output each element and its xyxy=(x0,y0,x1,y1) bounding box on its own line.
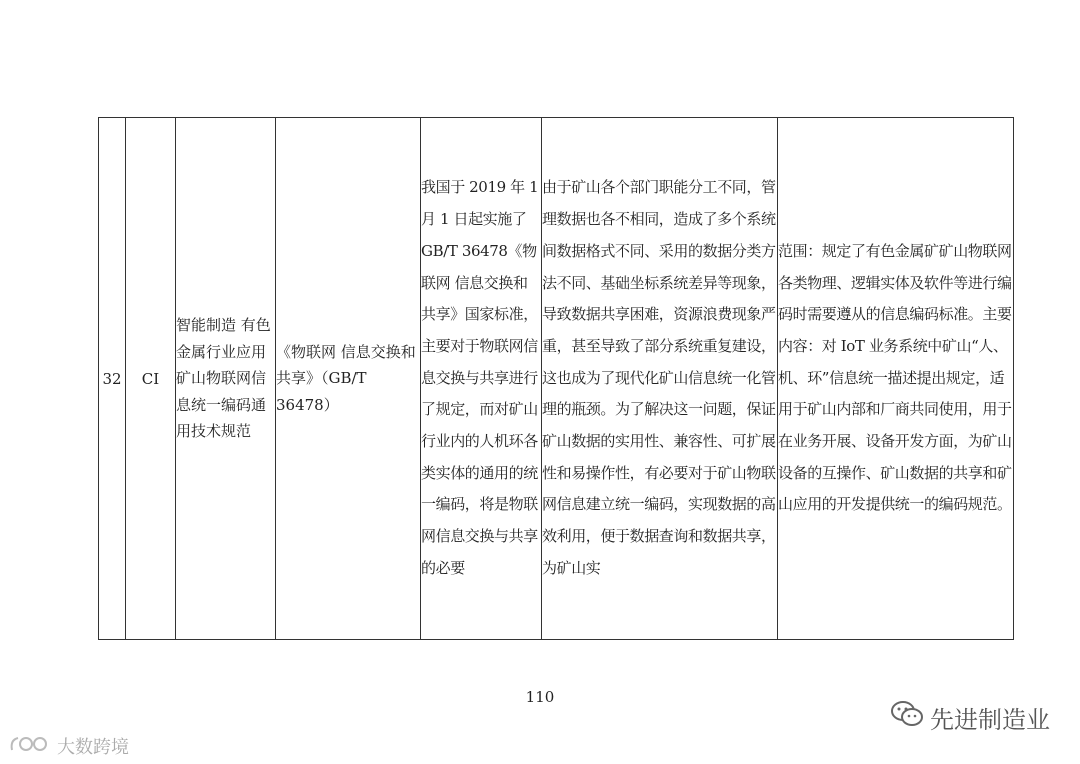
watermark-right xyxy=(890,700,1050,734)
standard-name: 智能制造 有色金属行业应用 矿山物联网信息统一编码通用技术规范 xyxy=(176,118,276,640)
watermark-right-text: 先进制造业 xyxy=(930,705,1050,734)
watermark-left-text: 大数跨境 xyxy=(57,737,129,758)
logo-icon xyxy=(8,734,54,759)
standards-table xyxy=(98,117,1014,640)
necessity-text: 由于矿山各个部门职能分工不同，管理数据也各不相同，造成了多个系统间数据格式不同、采用的数据分类方法不同、基础坐标系统差异等现象，导致数据共享困难，资源浪费现象严重，甚至导致了部分系统重复建设，这也成为了现代化矿山信息统一化管理的瓶颈。为了解决这一问题，保证矿山数据的实用性、兼容性、可扩展性和易操作性，有必要对于矿山物联网信息建立统一编码，实现数据的高效利用，便于数据查询和数据共享，为矿山实 xyxy=(542,118,778,640)
watermark-left xyxy=(8,733,129,759)
row-number: 32 xyxy=(99,118,126,640)
table-row xyxy=(99,118,1014,640)
background-text: 我国于 2019 年 1 月 1 日起实施了 GB/T 36478《物联网 信息交换和共享》国家标准，主要对于物联网信息交换与共享进行了规定，而对矿山行业内的人机环各类实体的通用的统一编码，将是物联网信息交换与共享的必要 xyxy=(421,118,542,640)
page-number: 110 xyxy=(525,688,555,706)
related-standard: 《物联网 信息交换和共享》（GB/T 36478） xyxy=(276,118,421,640)
row-code: CI xyxy=(126,118,176,640)
wechat-icon xyxy=(890,700,924,734)
scope-text: 范围：规定了有色金属矿矿山物联网各类物理、逻辑实体及软件等进行编码时需要遵从的信息编码标准。主要内容：对 IoT 业务系统中矿山“人、机、环”信息统一描述提出规定，适用于矿山内部和厂商共同使用，用于在业务开展、设备开发方面，为矿山设备的互操作、矿山数据的共享和矿山应用的开发提供统一的编码规范。 xyxy=(778,118,1014,640)
